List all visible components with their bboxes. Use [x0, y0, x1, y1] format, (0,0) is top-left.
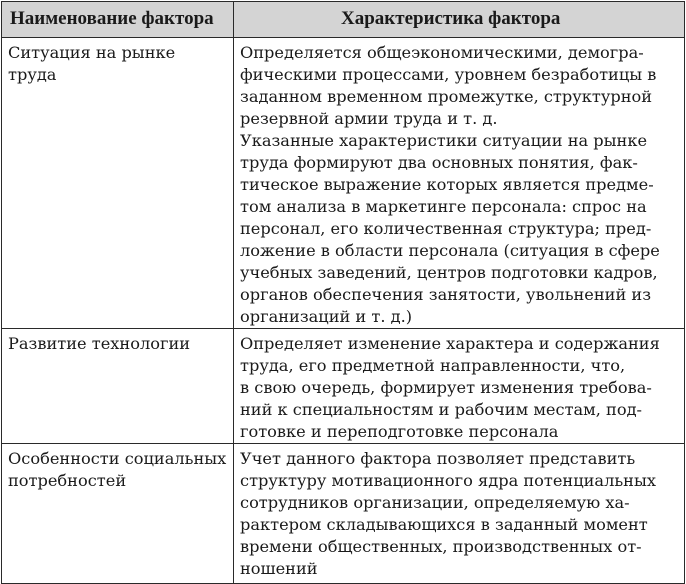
description-line: тическое выражение которых является предме-: [240, 175, 654, 194]
table-row: [2, 38, 685, 329]
description-line: рактером складывающихся в заданный момент: [240, 515, 648, 534]
description-line: ний к специальностям и рабочим местам, под-: [240, 400, 643, 419]
factors-table-container: [1, 1, 684, 584]
description-line: органов обеспечения занятости, увольнений из: [240, 285, 652, 304]
description-line: учебных заведений, центров подготовки кадров,: [240, 263, 658, 282]
description-line: труда, его предметной направленности, что,: [240, 356, 626, 375]
table-row: [2, 329, 685, 444]
description-line: ложение в области персонала (ситуация в сфере: [240, 241, 660, 260]
description-line: заданном временном промежутке, структурной: [240, 87, 653, 106]
description-line: готовке и переподготовке персонала: [240, 422, 559, 441]
factor-description-cell: [234, 38, 685, 329]
description-line: труда формируют два основных понятия, фак-: [240, 153, 638, 172]
description-line: Учет данного фактора позволяет представить: [240, 449, 636, 468]
description-line: Определяется общеэкономическими, демогра-: [240, 43, 644, 62]
factor-name-line: труда: [8, 65, 57, 84]
factor-name-cell: [2, 38, 234, 329]
factor-name-line: Развитие технологии: [8, 334, 191, 353]
description-line: Указанные характеристики ситуации на рынке: [240, 131, 648, 150]
description-line: том анализа в маркетинге персонала: спрос на: [240, 197, 647, 216]
column-header-factor-characteristic: Характеристика фактора: [234, 2, 685, 38]
factor-description-cell: [234, 444, 685, 584]
factor-name-cell: [2, 444, 234, 584]
table-header-row: [2, 2, 685, 38]
factor-name-line: Ситуация на рынке: [8, 43, 176, 62]
description-line: ношений: [240, 559, 318, 578]
description-line: фическими процессами, уровнем безработицы в: [240, 65, 657, 84]
description-line: организаций и т. д.): [240, 307, 413, 326]
table-row: [2, 444, 685, 584]
description-line: персонал, его количественная структура; пред-: [240, 219, 652, 238]
description-line: в свою очередь, формирует изменения требова-: [240, 378, 652, 397]
description-line: сотрудников организации, определяемую ха-: [240, 493, 630, 512]
factor-name-line: потребностей: [8, 471, 127, 490]
factor-description-cell: [234, 329, 685, 444]
description-line: структуру мотивационного ядра потенциальных: [240, 471, 656, 490]
factor-name-line: Особенности социальных: [8, 449, 227, 468]
description-line: резервной армии труда и т. д.: [240, 109, 498, 128]
description-line: времени общественных, производственных от-: [240, 537, 642, 556]
factor-name-cell: [2, 329, 234, 444]
description-line: Определяет изменение характера и содержания: [240, 334, 660, 353]
factors-table: [1, 1, 685, 584]
column-header-factor-name: Наименование фактора: [2, 2, 234, 38]
